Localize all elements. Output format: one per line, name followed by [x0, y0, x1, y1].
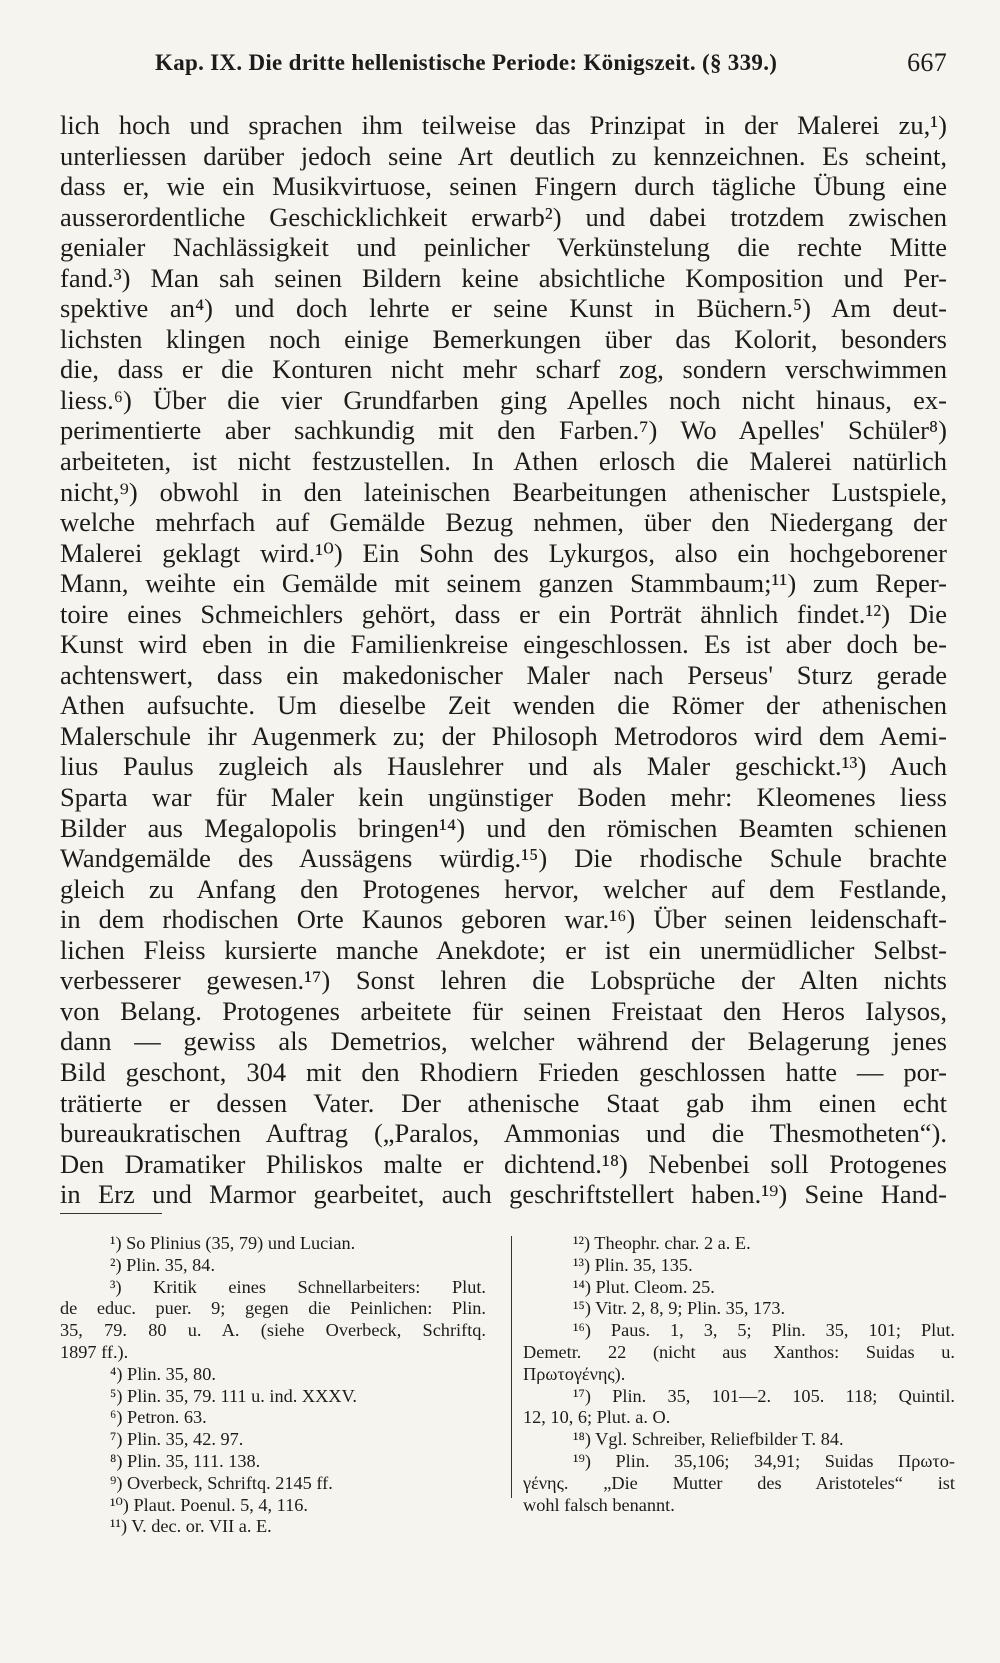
body-line: die, dass er die Konturen nicht mehr scharf zog, sondern verschwimmen — [60, 354, 947, 385]
body-line: in Erz und Marmor gearbeitet, auch geschriftstellert haben.¹⁹) Seine Hand- — [60, 1179, 947, 1210]
footnote-rule — [60, 1213, 162, 1214]
footnote-line: 1897 ff.). — [60, 1341, 129, 1362]
footnote-line: ²) Plin. 35, 84. — [110, 1254, 216, 1275]
footnote-line: ¹⁹) Plin. 35,106; 34,91; Suidas Πρωτο- — [573, 1450, 955, 1471]
footnote-line: ¹⁴) Plut. Cleom. 25. — [573, 1276, 715, 1297]
body-line: Sparta war für Maler kein ungünstiger Boden mehr: Kleomenes liess — [60, 782, 947, 813]
running-title: Kap. IX. Die dritte hellenistische Periode: Königszeit. (§ 339.) — [155, 50, 778, 75]
body-line: Bilder aus Megalopolis bringen¹⁴) und den römischen Beamten schienen — [60, 812, 947, 843]
body-line: Kunst wird eben in die Familienkreise eingeschlossen. Es ist aber doch be- — [60, 629, 947, 660]
footnote-line: ⁷) Plin. 35, 42. 97. — [110, 1429, 244, 1450]
body-line: Den Dramatiker Philiskos malte er dichtend.¹⁸) Nebenbei soll Protogenes — [60, 1148, 947, 1179]
footnotes-right-column — [523, 1233, 955, 1516]
body-line: lichsten klingen noch einige Bemerkungen über das Kolorit, besonders — [60, 323, 947, 354]
body-line: lichen Fleiss kursierte manche Anekdote; er ist ein unermüdlicher Selbst- — [60, 934, 947, 965]
body-line: trätierte er dessen Vater. Der athenische Staat gab ihm einen echt — [60, 1087, 947, 1118]
footnote-line: ¹³) Plin. 35, 135. — [573, 1254, 693, 1275]
body-line: lich hoch und sprachen ihm teilweise das Prinzipat in der Malerei zu,¹) — [60, 110, 947, 140]
running-head — [155, 50, 947, 76]
body-line: bureaukratischen Auftrag („Paralos, Ammonias und die Thesmotheten“). — [60, 1118, 947, 1149]
footnote-line: 35, 79. 80 u. A. (siehe Overbeck, Schriftq. — [60, 1320, 486, 1341]
body-line: in dem rhodischen Orte Kaunos geboren war.¹⁶) Über seinen leidenschaft- — [60, 904, 947, 935]
body-line: dann — gewiss als Demetrios, welcher während der Belagerung jenes — [60, 1026, 947, 1057]
footnote-line: ¹⁰) Plaut. Poenul. 5, 4, 116. — [110, 1494, 308, 1515]
page-number: 667 — [907, 48, 947, 77]
body-line: achtenswert, dass ein makedonischer Maler nach Perseus' Sturz gerade — [60, 659, 947, 690]
footnote-line: Πρωτογένης). — [523, 1363, 626, 1384]
footnote-line: ¹¹) V. dec. or. VII a. E. — [110, 1516, 272, 1537]
body-line: arbeiteten, ist nicht festzustellen. In Athen erlosch die Malerei natürlich — [60, 446, 947, 477]
footnote-line: ⁶) Petron. 63. — [110, 1407, 207, 1428]
footnote-line: ⁵) Plin. 35, 79. 111 u. ind. XXXV. — [110, 1385, 357, 1406]
body-line: Wandgemälde des Aussägens würdig.¹⁵) Die rhodische Schule brachte — [60, 843, 947, 874]
footnote-line: wohl falsch benannt. — [523, 1494, 675, 1515]
body-line: verbesserer gewesen.¹⁷) Sonst lehren die Lobsprüche der Alten nichts — [60, 965, 947, 996]
body-line: Malerschule ihr Augenmerk zu; der Philosoph Metrodoros wird dem Aemi- — [60, 720, 947, 751]
footnote-line: ⁴) Plin. 35, 80. — [110, 1363, 216, 1384]
body-line: von Belang. Protogenes arbeitete für seinen Freistaat den Heros Ialysos, — [60, 995, 947, 1026]
body-line: genialer Nachlässigkeit und peinlicher Verkünstelung die rechte Mitte — [60, 232, 947, 263]
footnote-line: ¹) So Plinius (35, 79) und Lucian. — [110, 1233, 356, 1253]
footnote-line: ⁹) Overbeck, Schriftq. 2145 ff. — [110, 1472, 333, 1493]
body-line: perimentierte aber sachkundig mit den Farben.⁷) Wo Apelles' Schüler⁸) — [60, 415, 947, 446]
body-line: Malerei geklagt wird.¹⁰) Ein Sohn des Lykurgos, also ein hochgeborener — [60, 537, 947, 568]
body-line: gleich zu Anfang den Protogenes hervor, welcher auf dem Festlande, — [60, 873, 947, 904]
footnote-line: ¹⁵) Vitr. 2, 8, 9; Plin. 35, 173. — [573, 1298, 786, 1319]
footnote-column-divider — [511, 1236, 512, 1498]
body-line: lius Paulus zugleich als Hauslehrer und als Maler geschickt.¹³) Auch — [60, 751, 947, 782]
footnote-line: ¹⁷) Plin. 35, 101—2. 105. 118; Quintil. — [573, 1385, 955, 1406]
body-text — [60, 110, 947, 1210]
body-line: nicht,⁹) obwohl in den lateinischen Bearbeitungen athenischer Lustspiele, — [60, 476, 947, 507]
footnote-line: de educ. puer. 9; gegen die Peinlichen: Plin. — [60, 1298, 486, 1319]
footnote-line: ¹⁶) Paus. 1, 3, 5; Plin. 35, 101; Plut. — [573, 1320, 955, 1341]
footnote-line: Demetr. 22 (nicht aus Xanthos: Suidas u. — [523, 1341, 955, 1362]
footnote-line: γένης. „Die Mutter des Aristoteles“ ist — [523, 1472, 955, 1493]
footnote-line: ³) Kritik eines Schnellarbeiters: Plut. — [110, 1276, 486, 1297]
footnotes-left-column — [60, 1233, 486, 1538]
footnote-line: ⁸) Plin. 35, 111. 138. — [110, 1450, 261, 1471]
body-line: Bild geschont, 304 mit den Rhodiern Frieden geschlossen hatte — por- — [60, 1056, 947, 1087]
footnote-line: 12, 10, 6; Plut. a. O. — [523, 1407, 671, 1428]
body-line: liess.⁶) Über die vier Grundfarben ging Apelles noch nicht hinaus, ex- — [60, 384, 947, 415]
footnote-line: ¹⁸) Vgl. Schreiber, Reliefbilder T. 84. — [573, 1429, 844, 1450]
body-line: ausserordentliche Geschicklichkeit erwarb²) und dabei trotzdem zwischen — [60, 201, 947, 232]
body-line: dass er, wie ein Musikvirtuose, seinen Fingern durch tägliche Übung eine — [60, 171, 947, 202]
body-line: spektive an⁴) und doch lehrte er seine Kunst in Büchern.⁵) Am deut- — [60, 293, 947, 324]
footnote-line: ¹²) Theophr. char. 2 a. E. — [573, 1233, 751, 1253]
body-line: welche mehrfach auf Gemälde Bezug nehmen, über den Niedergang der — [60, 507, 947, 538]
body-line: unterliessen darüber jedoch seine Art deutlich zu kennzeichnen. Es scheint, — [60, 140, 947, 171]
body-line: toire eines Schmeichlers gehört, dass er ein Porträt ähnlich findet.¹²) Die — [60, 598, 947, 629]
body-line: Athen aufsuchte. Um dieselbe Zeit wenden die Römer der athenischen — [60, 690, 947, 721]
body-line: Mann, weihte ein Gemälde mit seinem ganzen Stammbaum;¹¹) zum Reper- — [60, 568, 947, 599]
body-line: fand.³) Man sah seinen Bildern keine absichtliche Komposition und Per- — [60, 262, 947, 293]
